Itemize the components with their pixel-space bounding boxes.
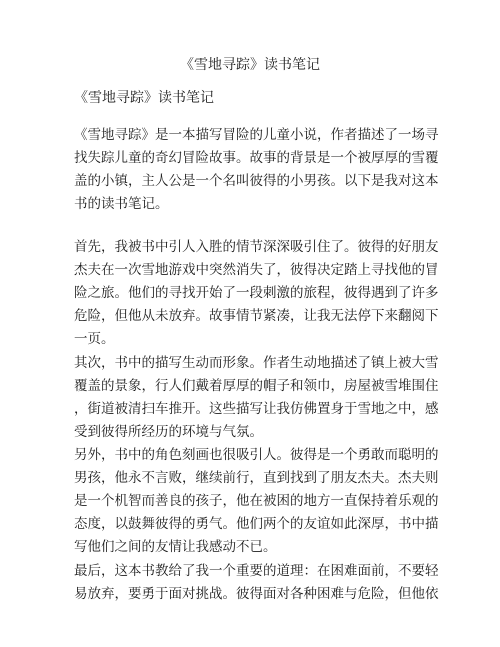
paragraph-second [74,352,438,444]
paragraph-line: 态度，以鼓舞彼得的勇气。他们两个的友谊如此深厚，书中描 [74,516,439,532]
paragraph-line: 受到彼得所经历的环境与气氛。 [74,424,263,440]
paragraph-intro [74,124,438,216]
paragraph-line: 盖的小镇，主人公是一个名叫彼得的小男孩。以下是我对这本 [74,173,439,189]
page-title: 《雪地寻踪》读书笔记 [180,57,320,73]
paragraph-line: 一页。 [74,331,115,347]
paragraph-line: 其次，书中的描写生动而形象。作者生动地描述了镇上被大雪 [74,355,439,371]
paragraph-line: 险之旅。他们的寻找开始了一段刺激的旅程，彼得遇到了许多 [74,285,439,301]
paragraph-line: 易放弃，要勇于面对挑战。彼得面对各种困难与危险，但他依 [74,586,439,602]
paragraph-line: 最后，这本书教给了我一个重要的道理：在困难面前，不要轻 [74,563,439,579]
paragraph-line: 危险，但他从未放弃。故事情节紧凑，让我无法停下来翻阅下 [74,308,439,324]
paragraph-line: 《雪地寻踪》是一本描写冒险的儿童小说，作者描述了一场寻 [74,127,439,143]
paragraph-line: 找失踪儿童的奇幻冒险故事。故事的背景是一个被厚厚的雪覆 [74,150,439,166]
document-subtitle: 《雪地寻踪》读书笔记 [74,90,214,106]
paragraph-line: 首先，我被书中引人入胜的情节深深吸引住了。彼得的好朋友 [74,239,439,255]
paragraph-third [74,444,438,559]
paragraph-line: 书的读书笔记。 [74,196,169,212]
paragraph-line: 另外，书中的角色刻画也很吸引人。彼得是一个勇敢而聪明的 [74,447,439,463]
paragraph-line: 杰夫在一次雪地游戏中突然消失了，彼得决定踏上寻找他的冒 [74,262,439,278]
paragraph-line: 写他们之间的友情让我感动不已。 [74,539,277,555]
paragraph-line: 覆盖的景象，行人们戴着厚厚的帽子和领巾，房屋被雪堆围住 [74,378,439,394]
paragraph-line: 是一个机智而善良的孩子，他在被困的地方一直保持着乐观的 [74,493,439,509]
paragraph-line: ，街道被清扫车推开。这些描写让我仿佛置身于雪地之中，感 [74,401,439,417]
paragraph-line: 男孩，他永不言败，继续前行，直到找到了朋友杰夫。杰夫则 [74,470,439,486]
paragraph-first [74,236,438,351]
paragraph-last [74,560,438,606]
